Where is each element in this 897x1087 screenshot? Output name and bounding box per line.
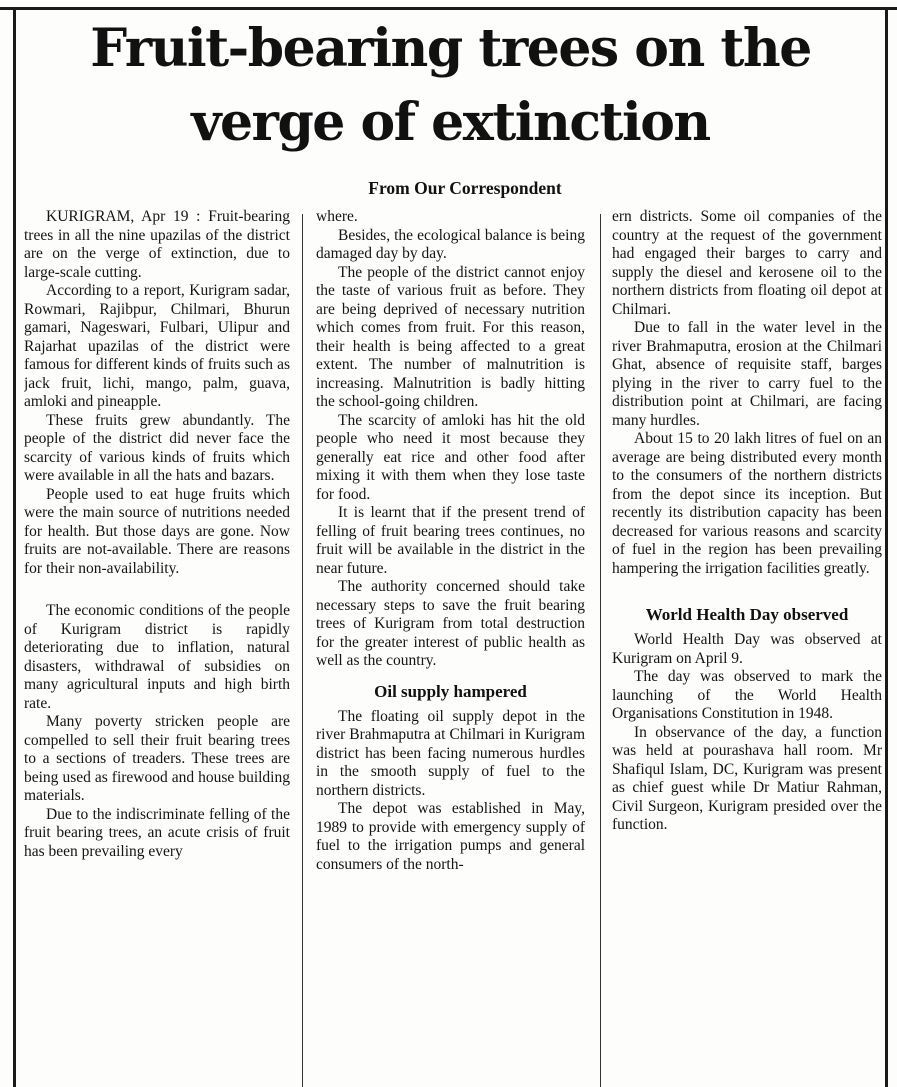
paragraph: The authority concerned should take necessary steps to save the fruit bearing trees of Kurigram from total destruction for the greater interest of public health as well as the country. <box>316 578 585 669</box>
border-top <box>0 7 897 10</box>
column-rule <box>302 214 303 1087</box>
paragraph: KURIGRAM, Apr 19 : Fruit-bearing trees in all the nine upazilas of the district are on the verge of extinction, due to large-scale cutting. <box>24 208 290 281</box>
border-right <box>885 7 888 1087</box>
paragraph: It is learnt that if the present trend of felling of fruit bearing trees continues, no fruit will be available in the district in the near future. <box>316 504 585 577</box>
paragraph: These fruits grew abundantly. The people of the district did never face the scarcity of various kinds of fruits which were available in all the hats and bazars. <box>24 411 290 484</box>
paragraph: In observance of the day, a function was held at pourashava hall room. Mr Shafiqul Islam, DC, Kurigram was present as chief guest while Dr Matiur Rahman, Civil Surgeon, Kurigram presided over the function. <box>612 723 882 833</box>
paragraph: Due to the indiscriminate felling of the fruit bearing trees, an acute crisis of fruit has been prevailing every <box>24 805 290 860</box>
byline: From Our Correspondent <box>368 178 562 198</box>
paragraph: The floating oil supply depot in the river Brahmaputra at Chilmari in Kurigram district has been facing numerous hurdles in the smooth supply of fuel to the northern districts. <box>316 707 585 799</box>
paragraph: Many poverty stricken people are compelled to sell their fruit bearing trees to a sections of treaders. These trees are being used as firewood and house building materials. <box>24 713 290 804</box>
paragraph: Besides, the ecological balance is being damaged day by day. <box>316 226 585 262</box>
paragraph: The people of the district cannot enjoy the taste of various fruit as before. They are being deprived of necessary nutrition which comes from fruit. For this reason, their health is being affected to a great extent. The number of malnutrition is increasing. Malnutrition is badly hitting the school-going children. <box>316 263 585 410</box>
paragraph: The economic conditions of the people of Kurigram district is rapidly deteriorating due to inflation, natural disasters, withdrawal of subsidies on many agricultural inputs and high birth rate. <box>24 602 290 712</box>
column-1 <box>24 208 290 1087</box>
headline: Fruit-bearing trees on the verge of extinction <box>90 18 811 153</box>
column-rule <box>600 214 601 1087</box>
paragraph: ern districts. Some oil companies of the country at the request of the government had engaged their barges to carry and supply the diesel and kerosene oil to the northern districts from floating oil depot at Chilmari. <box>612 208 882 318</box>
paragraph: People used to eat huge fruits which were the main source of nutritions needed for health. But those days are gone. Now fruits are not-available. There are reasons for their non-availability. <box>24 485 290 577</box>
oil-story-heading: Oil supply hampered <box>374 681 527 701</box>
health-story-heading: World Health Day observed <box>645 605 849 624</box>
paragraph: where. <box>316 208 358 225</box>
paragraph: According to a report, Kurigram sadar, Rowmari, Rajibpur, Chilmari, Bhurun gamari, Nageswari, Fulbari, Ulipur and Rajarhat upazilas of the district were famous for different kinds of fruits such as jack fruit, lichi, mango, palm, guava, amloki and pineapple. <box>24 282 290 410</box>
column-3 <box>612 208 882 1087</box>
paragraph: The scarcity of amloki has hit the old people who need it most because they generally eat rice and other food after mixing it with them when they lose taste for food. <box>316 411 585 503</box>
paragraph: The day was observed to mark the launching of the World Health Organisations Constitution in 1948. <box>612 668 882 722</box>
paragraph: World Health Day was observed at Kurigram on April 9. <box>612 631 882 667</box>
paragraph: The depot was established in May, 1989 to provide with emergency supply of fuel to the irrigation pumps and general consumers of the north- <box>316 800 585 873</box>
paragraph: Due to fall in the water level in the river Brahmaputra, erosion at the Chilmari Ghat, absence of requisite staff, barges plying in the river to carry fuel to the distribution point at Chilmari, are facing many hurdles. <box>612 319 882 429</box>
paragraph: About 15 to 20 lakh litres of fuel on an average are being distributed every month to the consumers of the northern districts from the depot since its inception. But recently its distribution capacity has been decreased for various reasons and scarcity of fuel in the region has been prevailing hampering the irrigation facilities greatly. <box>612 430 882 577</box>
border-left <box>13 7 16 1087</box>
column-2 <box>316 208 585 1087</box>
